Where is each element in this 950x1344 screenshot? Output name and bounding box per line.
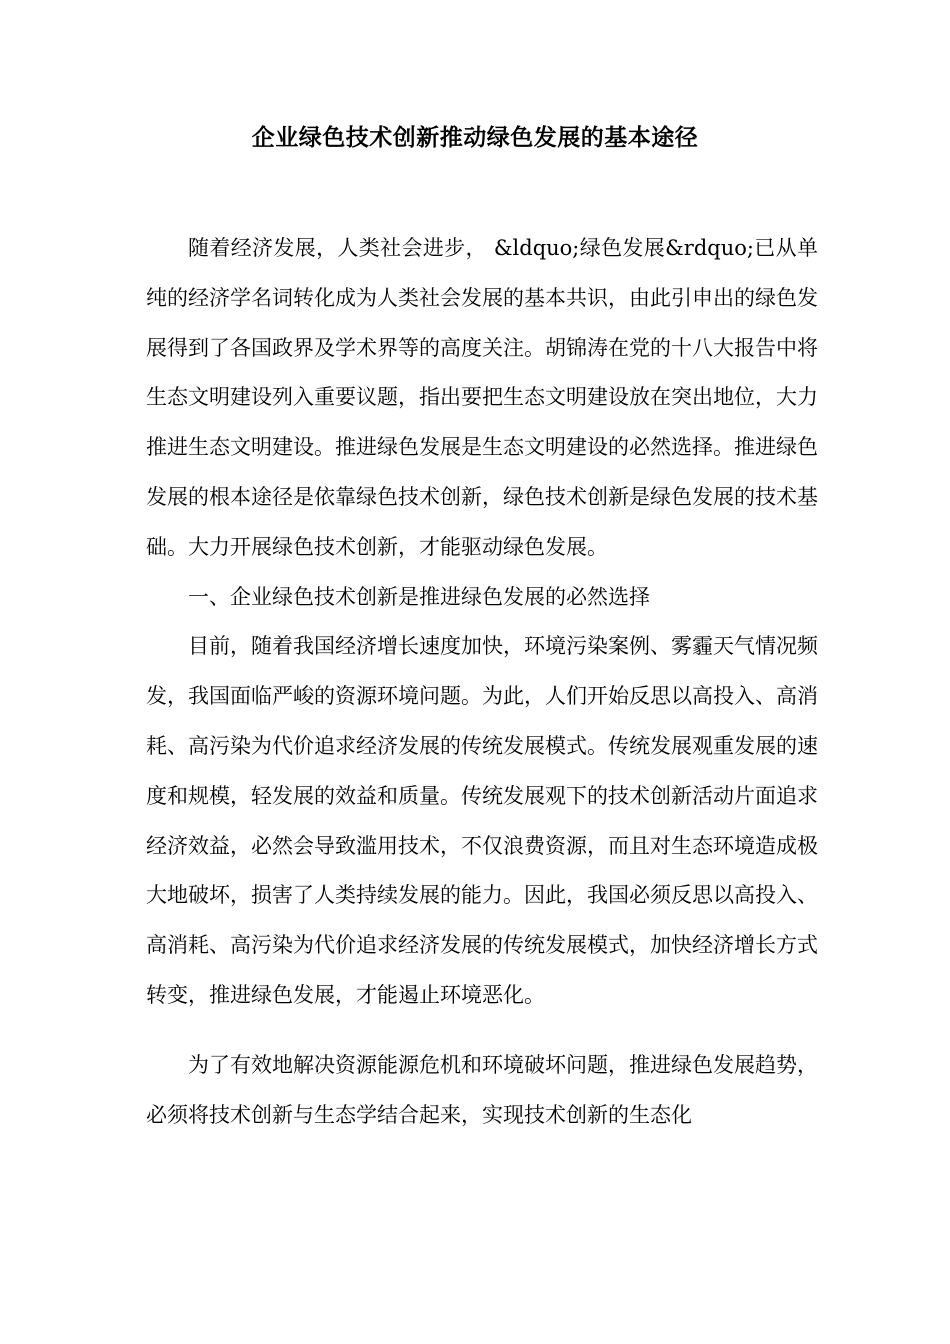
paragraph-solution: 为了有效地解决资源能源危机和环境破坏问题，推进绿色发展趋势，必须将技术创新与生态学结合起来，实现技术创新的生态化: [146, 1052, 818, 1127]
paragraph-background: 目前，随着我国经济增长速度加快，环境污染案例、雾霾天气情况频发，我国面临严峻的资源环境问题。为此，人们开始反思以高投入、高消耗、高污染为代价追求经济发展的传统发展模式。传统发展观重发展的速度和规模，轻发展的效益和质量。传统发展观下的技术创新活动片面追求经济效益，必然会导致滥用技术，不仅浪费资源，而且对生态环境造成极大地破坏，损害了人类持续发展的能力。因此，我国必须反思以高投入、高消耗、高污染为代价追求经济发展的传统发展模式，加快经济增长方式转变，推进绿色发展，才能遏止环境恶化。: [146, 634, 818, 1007]
section-heading: 一、企业绿色技术创新是推进绿色发展的必然选择: [188, 584, 650, 609]
document-body: [146, 224, 818, 1140]
document-title: 企业绿色技术创新推动绿色发展的基本途径: [251, 124, 699, 151]
paragraph-intro: 随着经济发展，人类社会进步， &ldquo;绿色发展&rdquo;已从单纯的经济学名词转化成为人类社会发展的基本共识，由此引申出的绿色发展得到了各国政界及学术界等的高度关注。胡锦涛在党的十八大报告中将生态文明建设列入重要议题，指出要把生态文明建设放在突出地位，大力推进生态文明建设。推进绿色发展是生态文明建设的必然选择。推进绿色发展的根本途径是依靠绿色技术创新，绿色技术创新是绿色发展的技术基础。大力开展绿色技术创新，才能驱动绿色发展。: [146, 236, 818, 559]
